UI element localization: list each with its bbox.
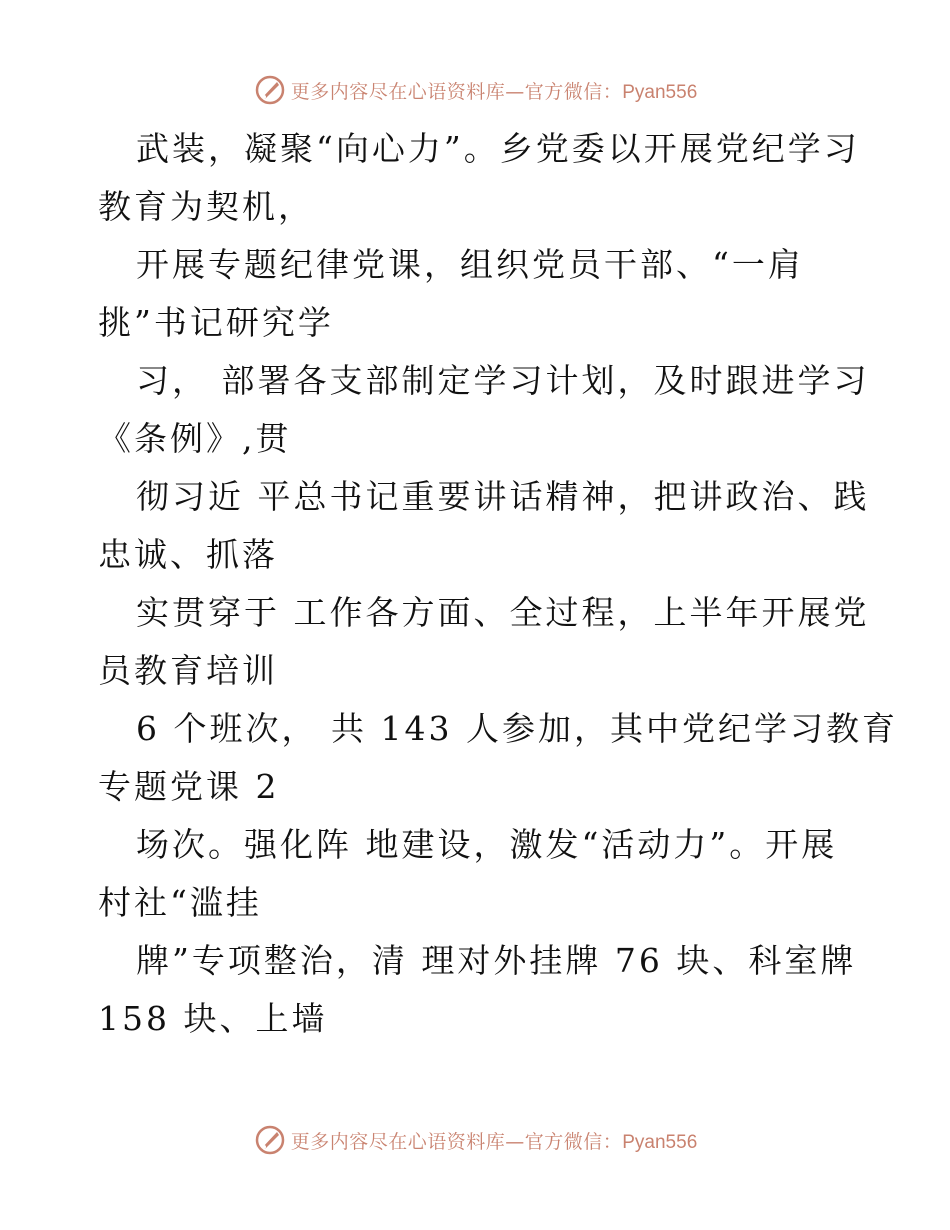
header-watermark-text: 更多内容尽在心语资料库—官方微信：Pyan556 (290, 80, 698, 103)
body-line: 教育为契机， (98, 187, 314, 226)
document-body (98, 120, 898, 1048)
footer-watermark (0, 1120, 950, 1160)
footer-watermark-id: Pyan556 (622, 1131, 698, 1153)
body-line: 村社“滥挂 (98, 883, 262, 922)
body-line: 牌”专项整治，清 理对外挂牌 76 块、科室牌 (136, 941, 857, 980)
body-line: 《条例》,贯 (98, 419, 292, 458)
body-line: 专题党课 2 (98, 767, 280, 806)
body-line: 158 块、上墙 (98, 999, 328, 1038)
body-line: 6 个班次， 共 143 人参加，其中党纪学习教育 (136, 709, 898, 748)
body-line: 忠诚、抓落 (98, 535, 278, 574)
body-line: 挑”书记研究学 (98, 303, 334, 342)
quill-logo-icon (253, 1123, 287, 1157)
header-watermark-id: Pyan556 (622, 81, 698, 103)
body-line: 习， 部署各支部制定学习计划，及时跟进学习 (136, 361, 870, 400)
body-line: 彻习近 平总书记重要讲话精神，把讲政治、践 (136, 477, 870, 516)
header-watermark (0, 70, 950, 110)
body-line: 员教育培训 (98, 651, 278, 690)
footer-watermark-text: 更多内容尽在心语资料库—官方微信：Pyan556 (290, 1130, 698, 1153)
body-line: 场次。强化阵 地建设，激发“活动力”。开展 (136, 825, 838, 864)
body-line: 武装，凝聚“向心力”。乡党委以开展党纪学习 (136, 129, 860, 168)
quill-logo-icon (253, 73, 287, 107)
body-line: 实贯穿于 工作各方面、全过程，上半年开展党 (136, 593, 870, 632)
body-line: 开展专题纪律党课，组织党员干部、“一肩 (136, 245, 804, 284)
